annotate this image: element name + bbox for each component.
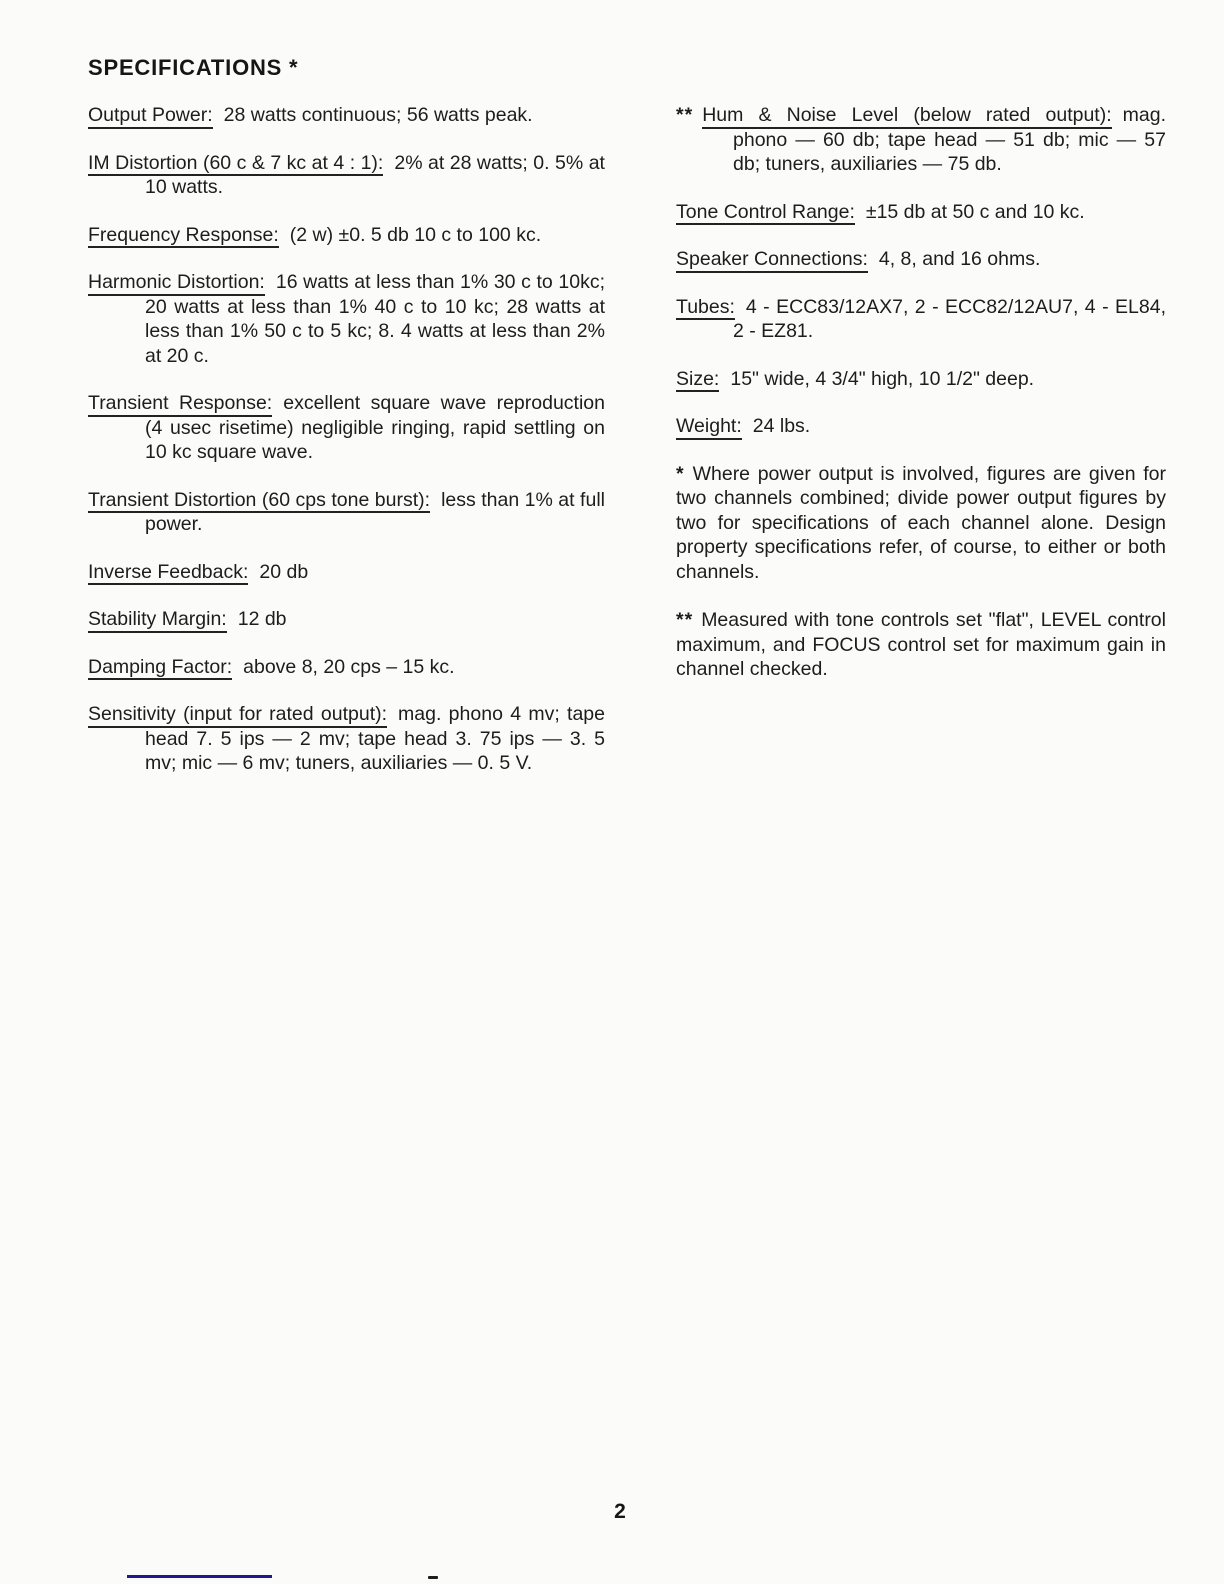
page-number: 2 xyxy=(614,1500,626,1523)
spec-item-harmonic-distortion xyxy=(88,270,605,368)
spec-text: (2 w) ±0. 5 db 10 c to 100 kc. xyxy=(289,223,542,246)
spec-item-damping-factor xyxy=(88,655,605,680)
spec-heading: IM Distortion (60 c & 7 kc at 4 : 1): xyxy=(88,152,383,177)
spec-text: ±15 db at 50 c and 10 kc. xyxy=(865,200,1085,223)
spec-item-tone-control-range xyxy=(676,200,1166,225)
spec-heading: Inverse Feedback: xyxy=(88,561,248,586)
spec-text: 24 lbs. xyxy=(752,415,811,437)
spec-heading: Tubes: xyxy=(676,296,735,321)
spec-heading: Weight: xyxy=(676,415,742,440)
spec-heading: Tone Control Range: xyxy=(676,201,855,226)
spec-text: 4, 8, and 16 ohms. xyxy=(878,248,1041,270)
spec-item-im-distortion xyxy=(88,151,605,200)
spec-item-tubes xyxy=(676,295,1166,344)
spec-item-hum-noise-level xyxy=(676,103,1166,177)
footnote-marker: * xyxy=(676,462,685,485)
footnote-marker: ** xyxy=(676,609,694,631)
spec-item-output-power xyxy=(88,103,605,128)
spec-text: 4 - ECC83/12AX7, 2 - ECC82/12AU7, 4 - EL84, 2 - EZ81. xyxy=(733,295,1166,342)
spec-heading: Output Power: xyxy=(88,104,213,129)
spec-heading: Frequency Response: xyxy=(88,224,279,249)
spec-text: excellent square wave reproduction (4 usec risetime) negligible ringing, rapid settling on 10 kc square wave. xyxy=(145,392,605,463)
spec-text: 20 db xyxy=(259,560,309,583)
spec-item-inverse-feedback xyxy=(88,560,605,585)
spec-heading: Transient Response: xyxy=(88,392,272,417)
spec-item-weight xyxy=(676,414,1166,439)
spec-heading: Sensitivity (input for rated output): xyxy=(88,703,387,728)
spec-item-speaker-connections xyxy=(676,247,1166,272)
spec-heading: Hum & Noise Level (below rated output): xyxy=(702,104,1111,129)
spec-item-transient-distortion xyxy=(88,488,605,537)
left-column xyxy=(88,103,605,799)
spec-heading: Damping Factor: xyxy=(88,656,232,681)
spec-text: 28 watts continuous; 56 watts peak. xyxy=(223,104,533,126)
right-column xyxy=(676,103,1166,706)
spec-item-frequency-response xyxy=(88,223,605,248)
spec-item-transient-response xyxy=(88,391,605,465)
spec-heading: Transient Distortion (60 cps tone burst): xyxy=(88,489,430,514)
spec-heading: Speaker Connections: xyxy=(676,248,868,273)
spec-text: mag. phono — 60 db; tape head — 51 db; mic — 57 db; tuners, auxiliaries — 75 db. xyxy=(733,104,1166,175)
footnote-single-asterisk xyxy=(676,462,1166,585)
spec-text: 16 watts at less than 1% 30 c to 10kc; 20 watts at less than 1% 40 c to 10 kc; 28 watts at less than 1% 50 c to 5 kc; 8. 4 watts at less than 2% at 20 c. xyxy=(145,271,605,367)
spec-text: 2% at 28 watts; 0. 5% at 10 watts. xyxy=(145,151,605,198)
footnote-double-asterisk xyxy=(676,608,1166,682)
footnote-ref-marker: ** xyxy=(676,104,694,126)
spec-heading: Harmonic Distortion: xyxy=(88,271,265,296)
spec-heading: Size: xyxy=(676,368,719,393)
footnote-text: Where power output is involved, figures are given for two channels combined; divide power output figures by two for specifications of each channel alone. Design property specifications refer, of course, to either or both channels. xyxy=(676,462,1166,583)
spec-item-sensitivity xyxy=(88,702,605,776)
spec-text: 15" wide, 4 3/4" high, 10 1/2" deep. xyxy=(730,367,1035,390)
spec-heading: Stability Margin: xyxy=(88,608,227,633)
spec-text: less than 1% at full power. xyxy=(145,488,605,535)
spec-item-size xyxy=(676,367,1166,392)
spec-text: above 8, 20 cps – 15 kc. xyxy=(243,655,455,678)
scan-artifact-dash xyxy=(428,1576,438,1579)
spec-item-stability-margin xyxy=(88,607,605,632)
scan-artifact-blue-line xyxy=(127,1575,272,1578)
page-title: SPECIFICATIONS * xyxy=(88,55,299,80)
spec-text: 12 db xyxy=(237,608,287,630)
footnote-text: Measured with tone controls set "flat", LEVEL control maximum, and FOCUS control set for maximum gain in channel checked. xyxy=(676,609,1166,680)
spec-text: mag. phono 4 mv; tape head 7. 5 ips — 2 mv; tape head 3. 75 ips — 3. 5 mv; mic — 6 mv; tuners, auxiliaries — 0. 5 V. xyxy=(145,703,605,774)
